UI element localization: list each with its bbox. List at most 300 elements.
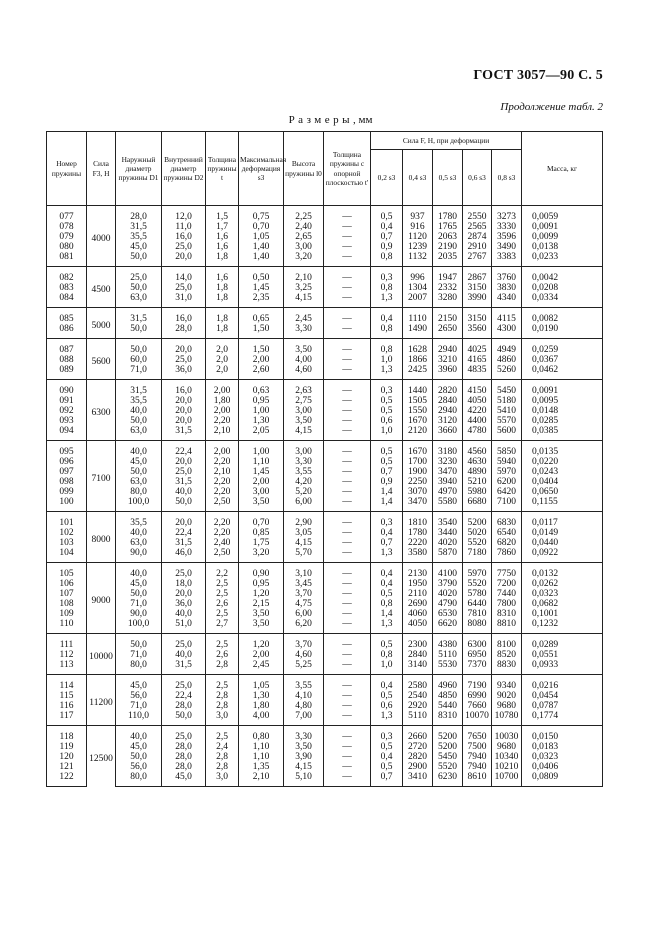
cell-number: 092 — [47, 406, 87, 416]
cell-inner-diameter: 31,0 — [162, 293, 206, 308]
cell-f05: 6530 — [433, 609, 463, 619]
cell-flat-thickness: — — [324, 222, 371, 232]
cell-height: 3,70 — [284, 589, 324, 599]
cell-inner-diameter: 31,5 — [162, 426, 206, 441]
cell-f06: 10070 — [463, 711, 492, 726]
table-row — [47, 650, 603, 660]
cell-f02: 0,5 — [371, 634, 403, 651]
cell-max-deformation: 2,00 — [239, 477, 284, 487]
cell-f02: 0,5 — [371, 742, 403, 752]
cell-f08: 5570 — [492, 416, 522, 426]
cell-f05: 4380 — [433, 634, 463, 651]
cell-inner-diameter: 28,0 — [162, 752, 206, 762]
cell-flat-thickness: — — [324, 426, 371, 441]
cell-force: 4500 — [87, 267, 116, 308]
cell-height: 2,45 — [284, 308, 324, 325]
cell-inner-diameter: 28,0 — [162, 324, 206, 339]
table-row — [47, 619, 603, 634]
cell-f04: 5110 — [403, 711, 433, 726]
cell-height: 3,30 — [284, 457, 324, 467]
cell-f08: 9020 — [492, 691, 522, 701]
cell-thickness: 2,20 — [206, 477, 239, 487]
cell-max-deformation: 3,50 — [239, 609, 284, 619]
cell-thickness: 1,5 — [206, 206, 239, 223]
cell-f06: 4890 — [463, 467, 492, 477]
cell-outer-diameter: 50,0 — [116, 339, 162, 356]
cell-f05: 5870 — [433, 548, 463, 563]
cell-inner-diameter: 36,0 — [162, 365, 206, 380]
cell-f04: 1440 — [403, 380, 433, 397]
cell-max-deformation: 1,05 — [239, 675, 284, 692]
cell-height: 4,10 — [284, 691, 324, 701]
cell-f04: 1700 — [403, 457, 433, 467]
cell-f02: 1,3 — [371, 293, 403, 308]
cell-f02: 0,4 — [371, 308, 403, 325]
cell-f02: 1,3 — [371, 365, 403, 380]
cell-mass: 0,0323 — [522, 752, 603, 762]
cell-f04: 2220 — [403, 538, 433, 548]
cell-height: 4,00 — [284, 355, 324, 365]
cell-f02: 0,4 — [371, 528, 403, 538]
table-row — [47, 457, 603, 467]
cell-max-deformation: 1,05 — [239, 232, 284, 242]
cell-mass: 0,0243 — [522, 467, 603, 477]
cell-thickness: 2,6 — [206, 650, 239, 660]
cell-force: 12500 — [87, 726, 116, 787]
cell-number: 121 — [47, 762, 87, 772]
cell-f02: 1,0 — [371, 355, 403, 365]
table-row — [47, 726, 603, 743]
cell-outer-diameter: 56,0 — [116, 762, 162, 772]
cell-inner-diameter: 11,0 — [162, 222, 206, 232]
cell-mass: 0,0042 — [522, 267, 603, 284]
cell-mass: 0,0091 — [522, 222, 603, 232]
cell-thickness: 2,20 — [206, 512, 239, 529]
cell-f04: 2920 — [403, 701, 433, 711]
cell-mass: 0,0650 — [522, 487, 603, 497]
cell-number: 085 — [47, 308, 87, 325]
cell-f04: 2007 — [403, 293, 433, 308]
cell-f02: 1,0 — [371, 660, 403, 675]
cell-thickness: 2,10 — [206, 467, 239, 477]
table-row — [47, 762, 603, 772]
cell-f05: 3280 — [433, 293, 463, 308]
cell-mass: 0,0262 — [522, 579, 603, 589]
cell-outer-diameter: 100,0 — [116, 619, 162, 634]
cell-f06: 4025 — [463, 339, 492, 356]
cell-inner-diameter: 20,0 — [162, 416, 206, 426]
cell-max-deformation: 1,10 — [239, 742, 284, 752]
cell-max-deformation: 2,60 — [239, 365, 284, 380]
cell-f04: 4050 — [403, 619, 433, 634]
cell-f06: 4560 — [463, 441, 492, 458]
cell-number: 116 — [47, 701, 87, 711]
table-row — [47, 701, 603, 711]
cell-max-deformation: 1,10 — [239, 752, 284, 762]
cell-max-deformation: 0,63 — [239, 380, 284, 397]
cell-flat-thickness: — — [324, 416, 371, 426]
cell-f05: 2650 — [433, 324, 463, 339]
cell-mass: 0,1774 — [522, 711, 603, 726]
cell-flat-thickness: — — [324, 242, 371, 252]
cell-thickness: 2,20 — [206, 528, 239, 538]
cell-f04: 1490 — [403, 324, 433, 339]
cell-flat-thickness: — — [324, 267, 371, 284]
table-body — [47, 206, 603, 787]
col-header-force-group: Сила F, Н, при деформации — [371, 132, 522, 150]
cell-outer-diameter: 71,0 — [116, 599, 162, 609]
cell-height: 3,90 — [284, 752, 324, 762]
cell-flat-thickness: — — [324, 752, 371, 762]
cell-number: 122 — [47, 772, 87, 787]
cell-inner-diameter: 31,5 — [162, 477, 206, 487]
cell-outer-diameter: 80,0 — [116, 660, 162, 675]
cell-number: 105 — [47, 563, 87, 580]
cell-f02: 0,9 — [371, 477, 403, 487]
cell-inner-diameter: 46,0 — [162, 548, 206, 563]
cell-height: 5,20 — [284, 487, 324, 497]
cell-f05: 2190 — [433, 242, 463, 252]
cell-mass: 0,1232 — [522, 619, 603, 634]
cell-mass: 0,0183 — [522, 742, 603, 752]
cell-f04: 3580 — [403, 548, 433, 563]
dimensions-unit: , мм — [353, 114, 373, 126]
table-row — [47, 579, 603, 589]
cell-height: 3,00 — [284, 406, 324, 416]
cell-f06: 5780 — [463, 589, 492, 599]
cell-f02: 1,4 — [371, 497, 403, 512]
cell-f08: 3383 — [492, 252, 522, 267]
cell-outer-diameter: 45,0 — [116, 742, 162, 752]
cell-f05: 4790 — [433, 599, 463, 609]
cell-outer-diameter: 60,0 — [116, 355, 162, 365]
table-row — [47, 308, 603, 325]
cell-inner-diameter: 51,0 — [162, 619, 206, 634]
cell-mass: 0,0440 — [522, 538, 603, 548]
cell-f06: 3150 — [463, 283, 492, 293]
cell-f05: 5110 — [433, 650, 463, 660]
cell-flat-thickness: — — [324, 711, 371, 726]
cell-f02: 0,8 — [371, 324, 403, 339]
cell-flat-thickness: — — [324, 599, 371, 609]
cell-max-deformation: 1,30 — [239, 691, 284, 701]
table-row — [47, 339, 603, 356]
cell-flat-thickness: — — [324, 477, 371, 487]
cell-number: 112 — [47, 650, 87, 660]
cell-flat-thickness: — — [324, 206, 371, 223]
cell-inner-diameter: 25,0 — [162, 467, 206, 477]
cell-flat-thickness: — — [324, 701, 371, 711]
table-row — [47, 548, 603, 563]
cell-f08: 3490 — [492, 242, 522, 252]
cell-f04: 1780 — [403, 528, 433, 538]
cell-max-deformation: 1,50 — [239, 339, 284, 356]
cell-f05: 1947 — [433, 267, 463, 284]
cell-max-deformation: 0,70 — [239, 222, 284, 232]
cell-outer-diameter: 80,0 — [116, 487, 162, 497]
cell-outer-diameter: 50,0 — [116, 324, 162, 339]
cell-inner-diameter: 22,4 — [162, 691, 206, 701]
cell-outer-diameter: 50,0 — [116, 752, 162, 762]
cell-f08: 5410 — [492, 406, 522, 416]
cell-f06: 3150 — [463, 308, 492, 325]
cell-number: 110 — [47, 619, 87, 634]
cell-f02: 0,8 — [371, 650, 403, 660]
cell-f08: 3273 — [492, 206, 522, 223]
cell-f06: 5520 — [463, 579, 492, 589]
cell-f06: 2550 — [463, 206, 492, 223]
cell-flat-thickness: — — [324, 396, 371, 406]
cell-force: 10000 — [87, 634, 116, 675]
cell-f05: 5440 — [433, 701, 463, 711]
cell-f02: 0,3 — [371, 726, 403, 743]
cell-number: 093 — [47, 416, 87, 426]
cell-f08: 3760 — [492, 267, 522, 284]
table-row — [47, 563, 603, 580]
cell-f08: 3330 — [492, 222, 522, 232]
cell-number: 103 — [47, 538, 87, 548]
table-row — [47, 660, 603, 675]
cell-f04: 1628 — [403, 339, 433, 356]
cell-flat-thickness: — — [324, 283, 371, 293]
cell-inner-diameter: 31,5 — [162, 538, 206, 548]
table-row — [47, 396, 603, 406]
cell-f04: 3140 — [403, 660, 433, 675]
cell-f06: 5200 — [463, 512, 492, 529]
cell-inner-diameter: 20,0 — [162, 396, 206, 406]
cell-height: 6,00 — [284, 497, 324, 512]
cell-thickness: 2,5 — [206, 579, 239, 589]
cell-mass: 0,0551 — [522, 650, 603, 660]
cell-f06: 4165 — [463, 355, 492, 365]
cell-f05: 4850 — [433, 691, 463, 701]
cell-f06: 7190 — [463, 675, 492, 692]
cell-inner-diameter: 20,0 — [162, 406, 206, 416]
cell-height: 3,50 — [284, 416, 324, 426]
cell-inner-diameter: 36,0 — [162, 599, 206, 609]
cell-mass: 0,0682 — [522, 599, 603, 609]
cell-max-deformation: 1,00 — [239, 441, 284, 458]
spring-data-table — [46, 131, 603, 787]
col-header-number: Номер пружины — [47, 132, 87, 206]
cell-thickness: 2,6 — [206, 599, 239, 609]
cell-f08: 6420 — [492, 487, 522, 497]
cell-max-deformation: 0,80 — [239, 726, 284, 743]
cell-outer-diameter: 45,0 — [116, 675, 162, 692]
cell-max-deformation: 0,95 — [239, 579, 284, 589]
cell-f02: 0,8 — [371, 339, 403, 356]
cell-f04: 2110 — [403, 589, 433, 599]
cell-f08: 5600 — [492, 426, 522, 441]
col-header-f02: 0,2 s3 — [371, 150, 403, 206]
cell-thickness: 2,4 — [206, 742, 239, 752]
table-row — [47, 441, 603, 458]
cell-max-deformation: 0,90 — [239, 563, 284, 580]
col-header-force: Сила F3, Н — [87, 132, 116, 206]
cell-max-deformation: 0,65 — [239, 308, 284, 325]
cell-f08: 7440 — [492, 589, 522, 599]
cell-flat-thickness: — — [324, 512, 371, 529]
cell-flat-thickness: — — [324, 339, 371, 356]
cell-f02: 0,5 — [371, 691, 403, 701]
cell-thickness: 2,5 — [206, 726, 239, 743]
cell-outer-diameter: 40,0 — [116, 406, 162, 416]
cell-number: 099 — [47, 487, 87, 497]
cell-height: 3,00 — [284, 441, 324, 458]
cell-inner-diameter: 50,0 — [162, 711, 206, 726]
cell-f06: 8080 — [463, 619, 492, 634]
cell-height: 3,05 — [284, 528, 324, 538]
cell-outer-diameter: 56,0 — [116, 691, 162, 701]
cell-f02: 0,8 — [371, 283, 403, 293]
cell-f04: 3070 — [403, 487, 433, 497]
cell-height: 3,25 — [284, 283, 324, 293]
cell-f06: 4400 — [463, 416, 492, 426]
cell-height: 3,10 — [284, 563, 324, 580]
cell-mass: 0,0285 — [522, 416, 603, 426]
cell-inner-diameter: 40,0 — [162, 609, 206, 619]
cell-mass: 0,0208 — [522, 283, 603, 293]
cell-f05: 2035 — [433, 252, 463, 267]
cell-mass: 0,0150 — [522, 726, 603, 743]
cell-thickness: 1,8 — [206, 252, 239, 267]
cell-f04: 1950 — [403, 579, 433, 589]
cell-thickness: 2,00 — [206, 441, 239, 458]
cell-force: 8000 — [87, 512, 116, 563]
cell-f08: 6200 — [492, 477, 522, 487]
cell-height: 4,60 — [284, 650, 324, 660]
cell-mass: 0,0117 — [522, 512, 603, 529]
cell-flat-thickness: — — [324, 365, 371, 380]
cell-mass: 0,0138 — [522, 242, 603, 252]
cell-thickness: 1,8 — [206, 283, 239, 293]
cell-f05: 2332 — [433, 283, 463, 293]
cell-flat-thickness: — — [324, 487, 371, 497]
cell-mass: 0,0132 — [522, 563, 603, 580]
cell-f04: 2660 — [403, 726, 433, 743]
cell-f06: 4150 — [463, 380, 492, 397]
cell-thickness: 2,20 — [206, 416, 239, 426]
cell-thickness: 2,2 — [206, 563, 239, 580]
cell-flat-thickness: — — [324, 619, 371, 634]
cell-f04: 1900 — [403, 467, 433, 477]
cell-f04: 3410 — [403, 772, 433, 787]
cell-f05: 1765 — [433, 222, 463, 232]
cell-f06: 3560 — [463, 324, 492, 339]
cell-f02: 0,5 — [371, 396, 403, 406]
cell-f05: 5580 — [433, 497, 463, 512]
cell-outer-diameter: 110,0 — [116, 711, 162, 726]
cell-flat-thickness: — — [324, 293, 371, 308]
table-row — [47, 538, 603, 548]
cell-f02: 1,3 — [371, 619, 403, 634]
cell-flat-thickness: — — [324, 324, 371, 339]
cell-f04: 2690 — [403, 599, 433, 609]
cell-height: 3,45 — [284, 579, 324, 589]
cell-mass: 0,1155 — [522, 497, 603, 512]
cell-number: 077 — [47, 206, 87, 223]
cell-max-deformation: 2,00 — [239, 650, 284, 660]
cell-force: 11200 — [87, 675, 116, 726]
cell-f05: 4970 — [433, 487, 463, 497]
cell-f06: 6440 — [463, 599, 492, 609]
cell-thickness: 2,40 — [206, 538, 239, 548]
cell-mass: 0,0190 — [522, 324, 603, 339]
cell-number: 083 — [47, 283, 87, 293]
cell-height: 2,90 — [284, 512, 324, 529]
cell-number: 080 — [47, 242, 87, 252]
col-header-outer-diameter: Наружный диаметр пружины D1 — [116, 132, 162, 206]
cell-thickness: 2,10 — [206, 426, 239, 441]
cell-force: 5000 — [87, 308, 116, 339]
cell-number: 108 — [47, 599, 87, 609]
cell-max-deformation: 0,75 — [239, 206, 284, 223]
cell-f06: 6950 — [463, 650, 492, 660]
cell-f05: 4960 — [433, 675, 463, 692]
cell-flat-thickness: — — [324, 609, 371, 619]
cell-inner-diameter: 45,0 — [162, 772, 206, 787]
cell-f06: 3990 — [463, 293, 492, 308]
cell-flat-thickness: — — [324, 467, 371, 477]
cell-height: 4,15 — [284, 426, 324, 441]
cell-mass: 0,0289 — [522, 634, 603, 651]
cell-number: 094 — [47, 426, 87, 441]
cell-thickness: 2,0 — [206, 355, 239, 365]
cell-f02: 0,9 — [371, 242, 403, 252]
cell-flat-thickness: — — [324, 726, 371, 743]
cell-number: 084 — [47, 293, 87, 308]
cell-flat-thickness: — — [324, 252, 371, 267]
cell-flat-thickness: — — [324, 528, 371, 538]
cell-f08: 9680 — [492, 742, 522, 752]
cell-inner-diameter: 25,0 — [162, 355, 206, 365]
cell-f05: 6230 — [433, 772, 463, 787]
cell-f05: 2840 — [433, 396, 463, 406]
table-row — [47, 242, 603, 252]
cell-f08: 5940 — [492, 457, 522, 467]
cell-f04: 1132 — [403, 252, 433, 267]
cell-f06: 5970 — [463, 563, 492, 580]
cell-flat-thickness: — — [324, 232, 371, 242]
cell-thickness: 1,8 — [206, 324, 239, 339]
cell-height: 2,63 — [284, 380, 324, 397]
cell-mass: 0,0933 — [522, 660, 603, 675]
table-continuation-note: Продолжение табл. 2 — [500, 101, 603, 113]
cell-height: 3,30 — [284, 324, 324, 339]
cell-f02: 0,5 — [371, 589, 403, 599]
cell-f05: 3120 — [433, 416, 463, 426]
cell-f04: 2720 — [403, 742, 433, 752]
cell-number: 088 — [47, 355, 87, 365]
cell-max-deformation: 1,75 — [239, 538, 284, 548]
cell-inner-diameter: 28,0 — [162, 762, 206, 772]
cell-force: 4000 — [87, 206, 116, 267]
col-header-mass: Масса, кг — [522, 132, 603, 206]
cell-outer-diameter: 63,0 — [116, 538, 162, 548]
cell-number: 096 — [47, 457, 87, 467]
cell-outer-diameter: 50,0 — [116, 467, 162, 477]
cell-height: 7,00 — [284, 711, 324, 726]
cell-inner-diameter: 25,0 — [162, 634, 206, 651]
cell-thickness: 1,7 — [206, 222, 239, 232]
cell-f06: 6990 — [463, 691, 492, 701]
cell-f06: 4630 — [463, 457, 492, 467]
cell-max-deformation: 1,00 — [239, 406, 284, 416]
cell-number: 109 — [47, 609, 87, 619]
cell-height: 4,15 — [284, 538, 324, 548]
cell-max-deformation: 1,45 — [239, 467, 284, 477]
cell-outer-diameter: 35,5 — [116, 396, 162, 406]
